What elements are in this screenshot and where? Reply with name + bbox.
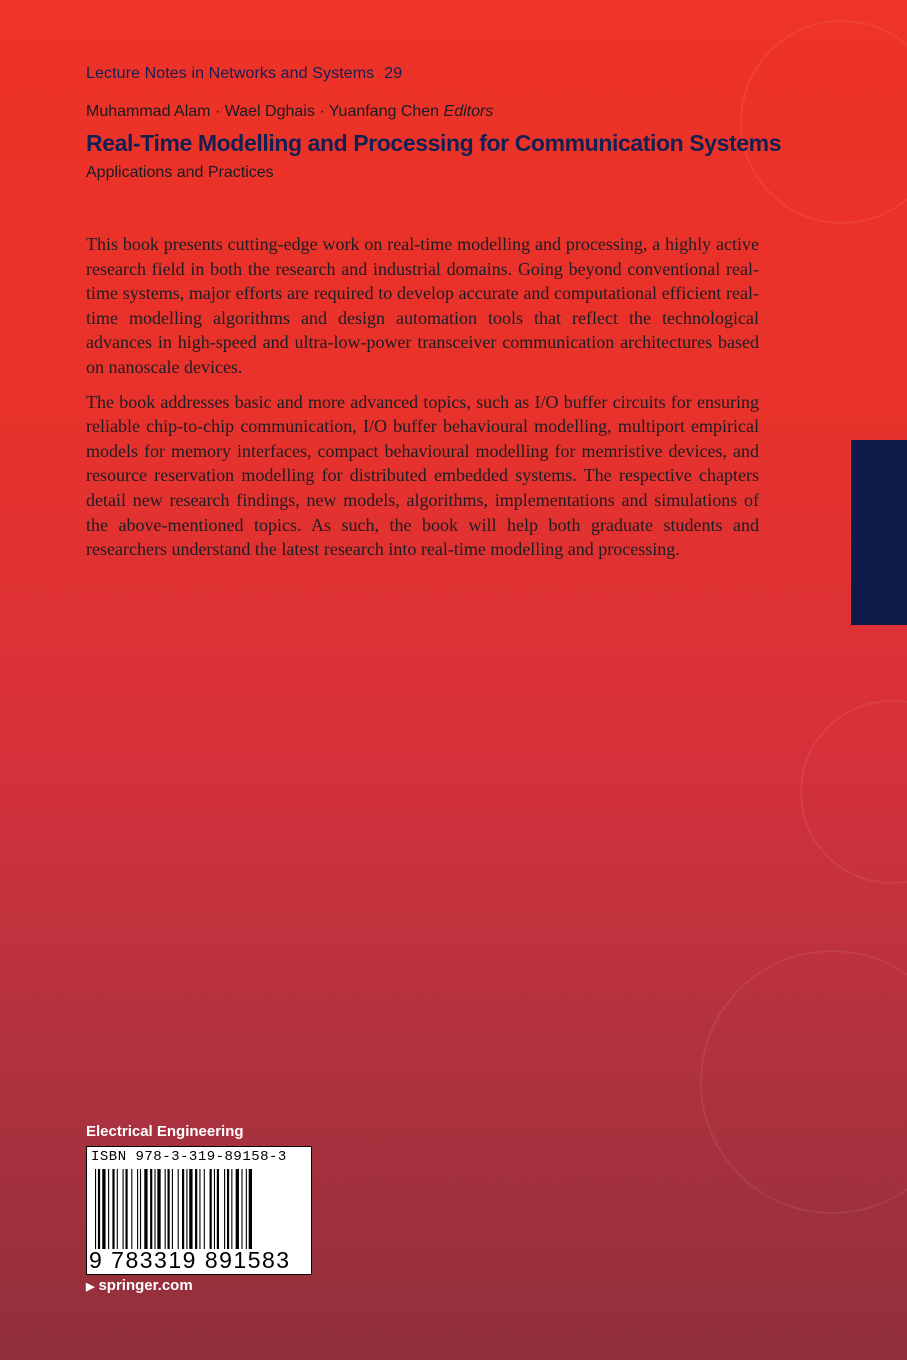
editors-role: Editors bbox=[443, 103, 494, 120]
editors-line bbox=[86, 103, 493, 121]
series-number: 29 bbox=[384, 65, 403, 82]
website-text: springer.com bbox=[98, 1277, 193, 1294]
barcode-bars bbox=[93, 1169, 305, 1249]
blurb-paragraph-2: The book addresses basic and more advanced topics, such as I/O buffer circuits for ensuring reliable chip-to-chip communication, I/O buffer behavioural modelling, multiport empirical models for memory interfaces, compact behavioural modelling for memristive devices, and resource reservation modelling for distributed embedded systems. The respective chapters detail new research findings, new models, algorithms, implementations and simulations of the above-mentioned topics. As such, the book will help both graduate students and researchers understand the latest research into real-time modelling and processing. bbox=[86, 391, 759, 560]
decorative-swirl bbox=[700, 950, 907, 1214]
isbn-barcode bbox=[86, 1146, 312, 1275]
isbn-label: ISBN 978-3-319-89158-3 bbox=[91, 1149, 287, 1165]
subject-category: Electrical Engineering bbox=[86, 1123, 244, 1140]
series-line bbox=[86, 65, 402, 83]
decorative-swirl bbox=[800, 700, 907, 884]
editor-names: Muhammad Alam · Wael Dghais · Yuanfang Chen bbox=[86, 103, 440, 120]
publisher-website[interactable] bbox=[86, 1277, 193, 1294]
triangle-right-icon: ▶ bbox=[86, 1281, 95, 1293]
blurb bbox=[86, 232, 759, 572]
book-subtitle: Applications and Practices bbox=[86, 164, 274, 181]
series-name: Lecture Notes in Networks and Systems bbox=[86, 65, 375, 82]
navy-spine-tab bbox=[851, 440, 907, 625]
decorative-swirl bbox=[740, 20, 907, 224]
isbn-digits: 9 783319 891583 bbox=[89, 1247, 291, 1273]
book-title: Real-Time Modelling and Processing for Communication Systems bbox=[86, 130, 782, 156]
blurb-paragraph-1: This book presents cutting-edge work on real-time modelling and processing, a highly active research field in both the research and industrial domains. Going beyond conventional real-time systems, major efforts are required to develop accurate and computational efficient real-time modelling algorithms and design automation tools that reflect the technological advances in high-speed and ultra-low-power transceiver communication architectures based on nanoscale devices. bbox=[86, 234, 759, 377]
